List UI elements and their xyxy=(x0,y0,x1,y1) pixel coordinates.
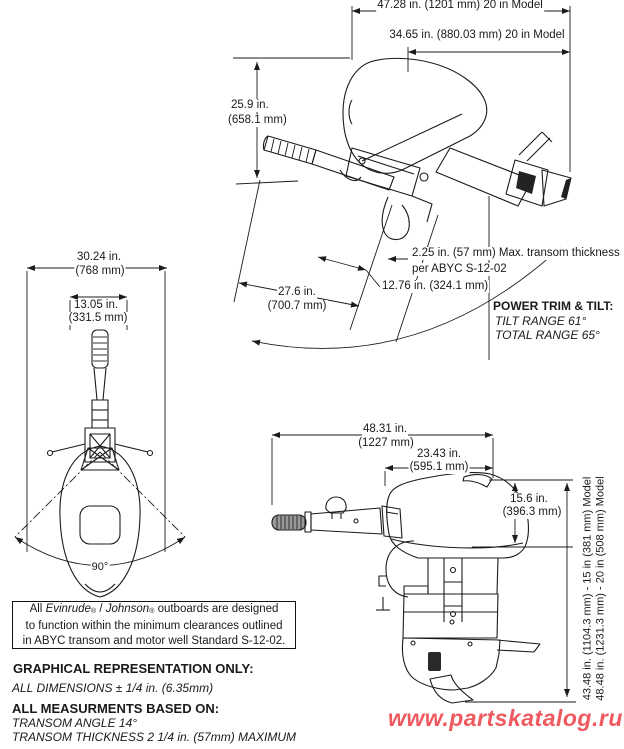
dim-overall-mm: (1227 mm) xyxy=(358,437,414,449)
notice-text: / xyxy=(96,602,106,615)
measurements-based-on-title: ALL MEASURMENTS BASED ON: xyxy=(12,701,220,716)
water-intake-grate xyxy=(428,652,441,671)
cowling-top-view xyxy=(60,446,140,597)
notice-text: outboards are designed xyxy=(154,602,279,615)
clamp-handle xyxy=(382,197,409,240)
skeg-side xyxy=(430,675,473,703)
dim-tiller-in: 13.05 in. xyxy=(73,299,119,311)
dim-swing-in: 27.6 in. xyxy=(278,286,316,298)
gearcase-side xyxy=(402,638,500,690)
registered-mark: ® xyxy=(149,607,155,615)
dim-overall-in: 48.31 in. xyxy=(362,423,408,435)
dim-width-mm: (768 mm) xyxy=(75,265,125,277)
dim-tiller-mm: (331.5 mm) xyxy=(68,312,128,324)
cowling-outline xyxy=(343,58,487,173)
brand-evinrude: Evinrude xyxy=(45,602,91,615)
transom-thickness-note: TRANSOM THICKNESS 2 1/4 in. (57mm) MAXIMUM xyxy=(12,730,297,744)
clearance-notice-box xyxy=(12,601,296,649)
total-range-label: TOTAL RANGE 65° xyxy=(495,328,600,342)
tiller-shaft xyxy=(312,150,394,190)
carry-knob xyxy=(326,497,346,513)
steering-angle-label: 90° xyxy=(91,561,109,573)
dim-tilt-height-mm: (658.1 mm) xyxy=(228,114,287,126)
top-view-motor-drawing xyxy=(48,330,153,597)
steering-swing-lines xyxy=(15,452,185,537)
notice-text: All xyxy=(29,602,46,615)
dim-height-mm: (396.3 mm) xyxy=(502,506,562,518)
propeller-blade xyxy=(516,171,536,194)
transom-angle-note: TRANSOM ANGLE 14° xyxy=(12,716,138,730)
dim-cowl-to-stern-tilted: 34.65 in. (880.03 mm) 20 in Model xyxy=(389,29,565,41)
partskatalog-watermark: www.partskatalog.ru xyxy=(388,705,623,731)
side-view-motor-drawing xyxy=(272,473,540,703)
exhaust-housing xyxy=(403,594,498,638)
dim-transom-thickness-line2: per ABYC S-12-02 xyxy=(412,263,507,275)
dim-cowl-mm: (595.1 mm) xyxy=(409,461,469,473)
notice-line-1 xyxy=(13,602,295,619)
tilt-range-label: TILT RANGE 61° xyxy=(495,314,587,328)
dim-tilt-height-in: 25.9 in. xyxy=(231,99,269,111)
registered-mark: ® xyxy=(90,607,97,615)
tilted-motor-drawing xyxy=(263,58,571,239)
dim-swing-mm: (700.7 mm) xyxy=(267,300,327,312)
dim-height-15in-model: 43.48 in. (1104.3 mm) - 15 in (381 mm) Model xyxy=(582,469,595,709)
tiller-arm xyxy=(311,508,382,534)
power-trim-title: POWER TRIM & TILT: xyxy=(493,299,614,313)
notice-line-2: to function within the minimum clearances outlined xyxy=(25,619,283,632)
dim-overall-length-tilted: 47.28 in. (1201 mm) 20 in Model xyxy=(377,0,543,11)
graphical-representation-title: GRAPHICAL REPRESENTATION ONLY: xyxy=(13,661,254,676)
dim-transom-thickness-line1: 2.25 in. (57 mm) Max. transom thickness xyxy=(412,247,620,259)
dimensions-tolerance-note: ALL DIMENSIONS ± 1/4 in. (6.35mm) xyxy=(12,681,214,695)
dim-height-20in-model: 48.48 in. (1231.3 mm) - 20 in (508 mm) Model xyxy=(595,469,608,709)
notice-line-3: in ABYC transom and motor well Standard S-12-02. xyxy=(22,634,286,647)
dim-cowl-in: 23.43 in. xyxy=(416,448,462,460)
side-diagram-dimension-lines xyxy=(272,435,576,702)
dim-height-in: 15.6 in. xyxy=(510,493,548,505)
brand-johnson: Johnson xyxy=(105,602,150,615)
dim-bracket-depth: 12.76 in. (324.1 mm) xyxy=(382,280,489,292)
dim-width-in: 30.24 in. xyxy=(76,251,122,263)
